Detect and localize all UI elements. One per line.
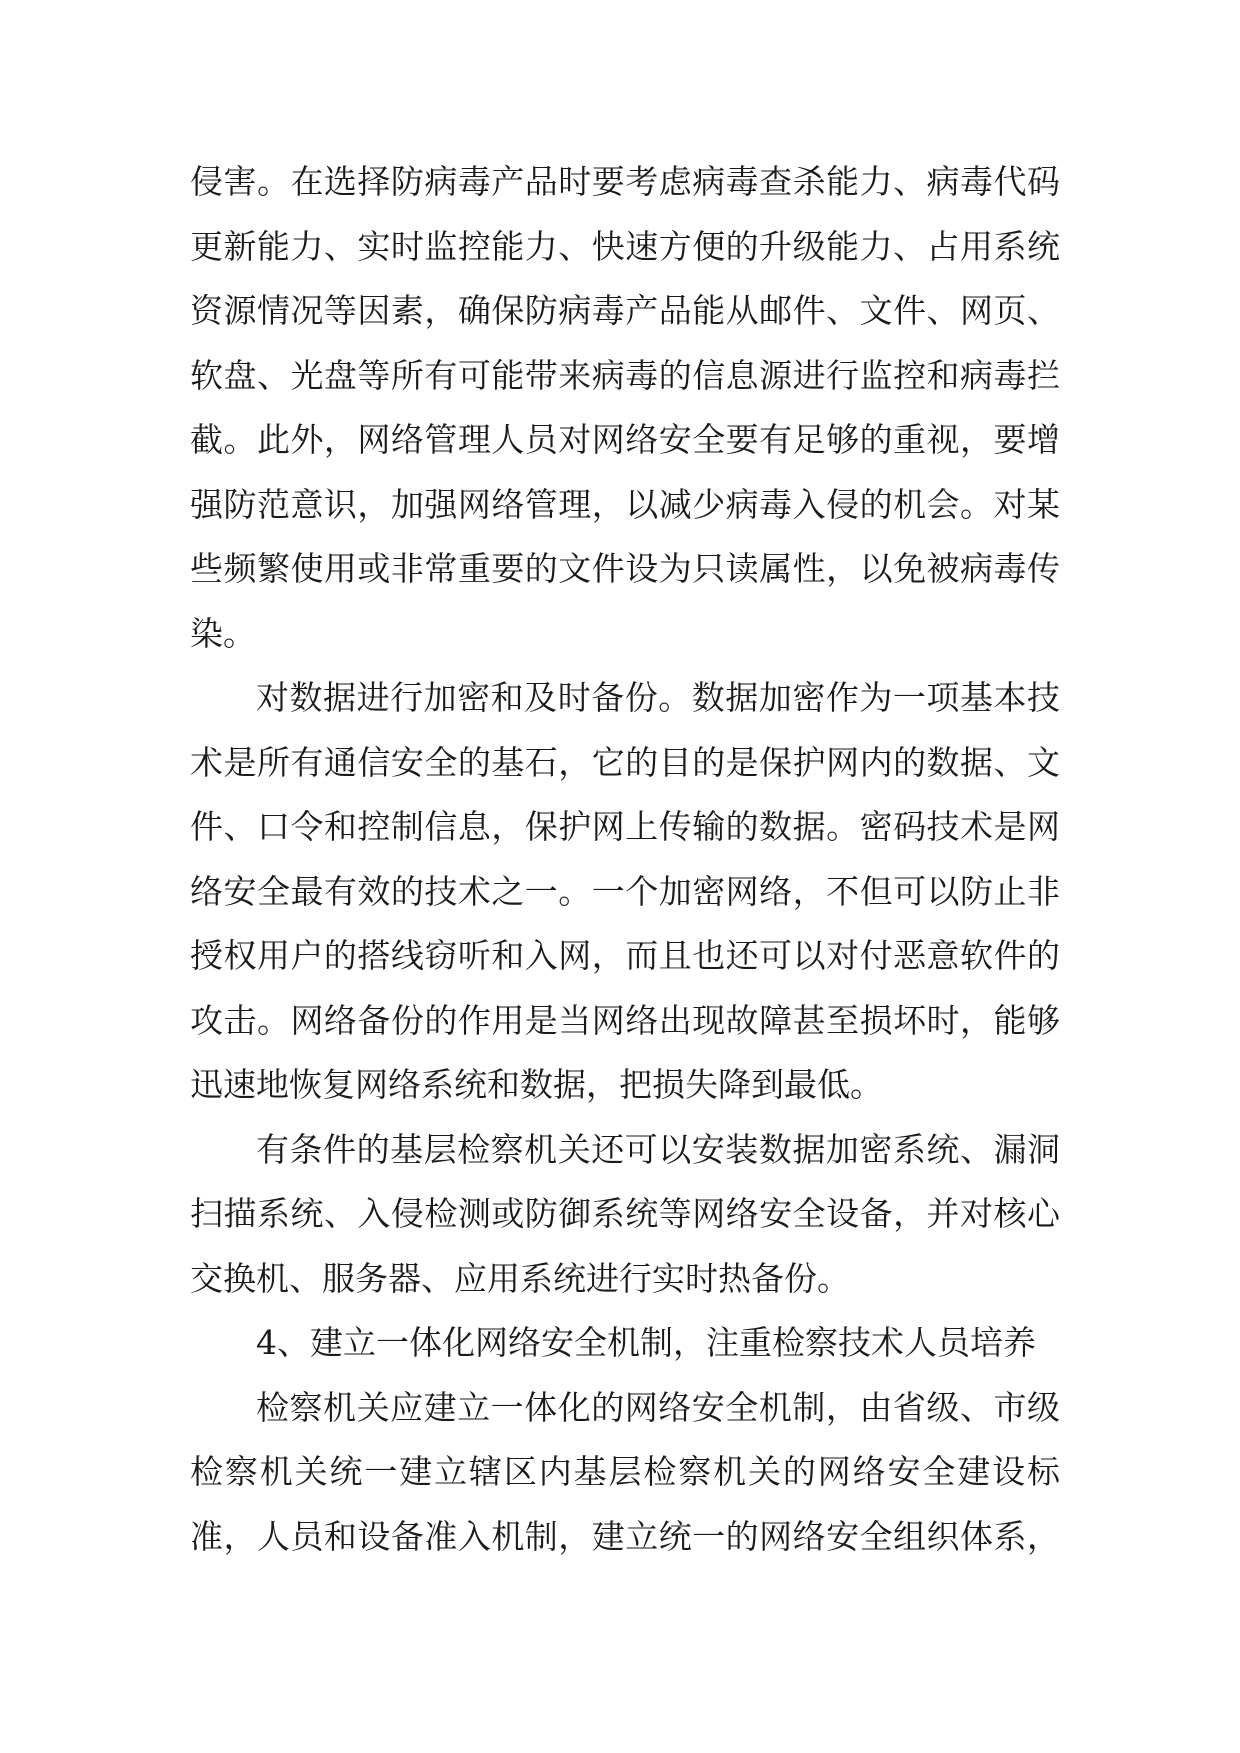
text-line: 术是所有通信安全的基石，它的目的是保护网内的数据、文 [190, 742, 1060, 782]
text-line: 攻击。网络备份的作用是当网络出现故障甚至损坏时，能够 [190, 1000, 1060, 1040]
text-line: 准，人员和设备准入机制，建立统一的网络安全组织体系， [190, 1516, 1060, 1556]
section-heading: 4、建立一体化网络安全机制，注重检察技术人员培养 [256, 1323, 1036, 1362]
text-line: 侵害。在选择防病毒产品时要考虑病毒查杀能力、病毒代码 [190, 162, 1060, 201]
text-line: 资源情况等因素，确保防病毒产品能从邮件、文件、网页、 [190, 291, 1060, 330]
text-line: 扫描系统、入侵检测或防御系统等网络安全设备，并对核心 [190, 1194, 1060, 1233]
text-line: 检察机关统一建立辖区内基层检察机关的网络安全建设标 [190, 1452, 1060, 1491]
text-line: 染。 [190, 613, 256, 653]
paragraph-start-line: 对数据进行加密和及时备份。数据加密作为一项基本技 [256, 678, 1060, 717]
text-line: 些频繁使用或非常重要的文件设为只读属性，以免被病毒传 [190, 549, 1060, 588]
text-line: 软盘、光盘等所有可能带来病毒的信息源进行监控和病毒拦 [190, 355, 1060, 395]
text-line: 授权用户的搭线窃听和入网，而且也还可以对付恶意软件的 [190, 936, 1060, 975]
text-line: 更新能力、实时监控能力、快速方便的升级能力、占用系统 [190, 226, 1060, 266]
document-body [190, 150, 1060, 1569]
text-line: 截。此外，网络管理人员对网络安全要有足够的重视，要增 [190, 420, 1060, 459]
text-line: 迅速地恢复网络系统和数据，把损失降到最低。 [190, 1065, 883, 1104]
text-line: 络安全最有效的技术之一。一个加密网络，不但可以防止非 [190, 871, 1060, 911]
paragraph-start-line: 有条件的基层检察机关还可以安装数据加密系统、漏洞 [256, 1129, 1060, 1169]
text-line: 强防范意识，加强网络管理，以减少病毒入侵的机会。对某 [190, 484, 1060, 524]
text-line: 件、口令和控制信息，保护网上传输的数据。密码技术是网 [190, 807, 1060, 846]
paragraph-start-line: 检察机关应建立一体化的网络安全机制，由省级、市级 [256, 1387, 1060, 1427]
text-line: 交换机、服务器、应用系统进行实时热备份。 [190, 1258, 850, 1298]
